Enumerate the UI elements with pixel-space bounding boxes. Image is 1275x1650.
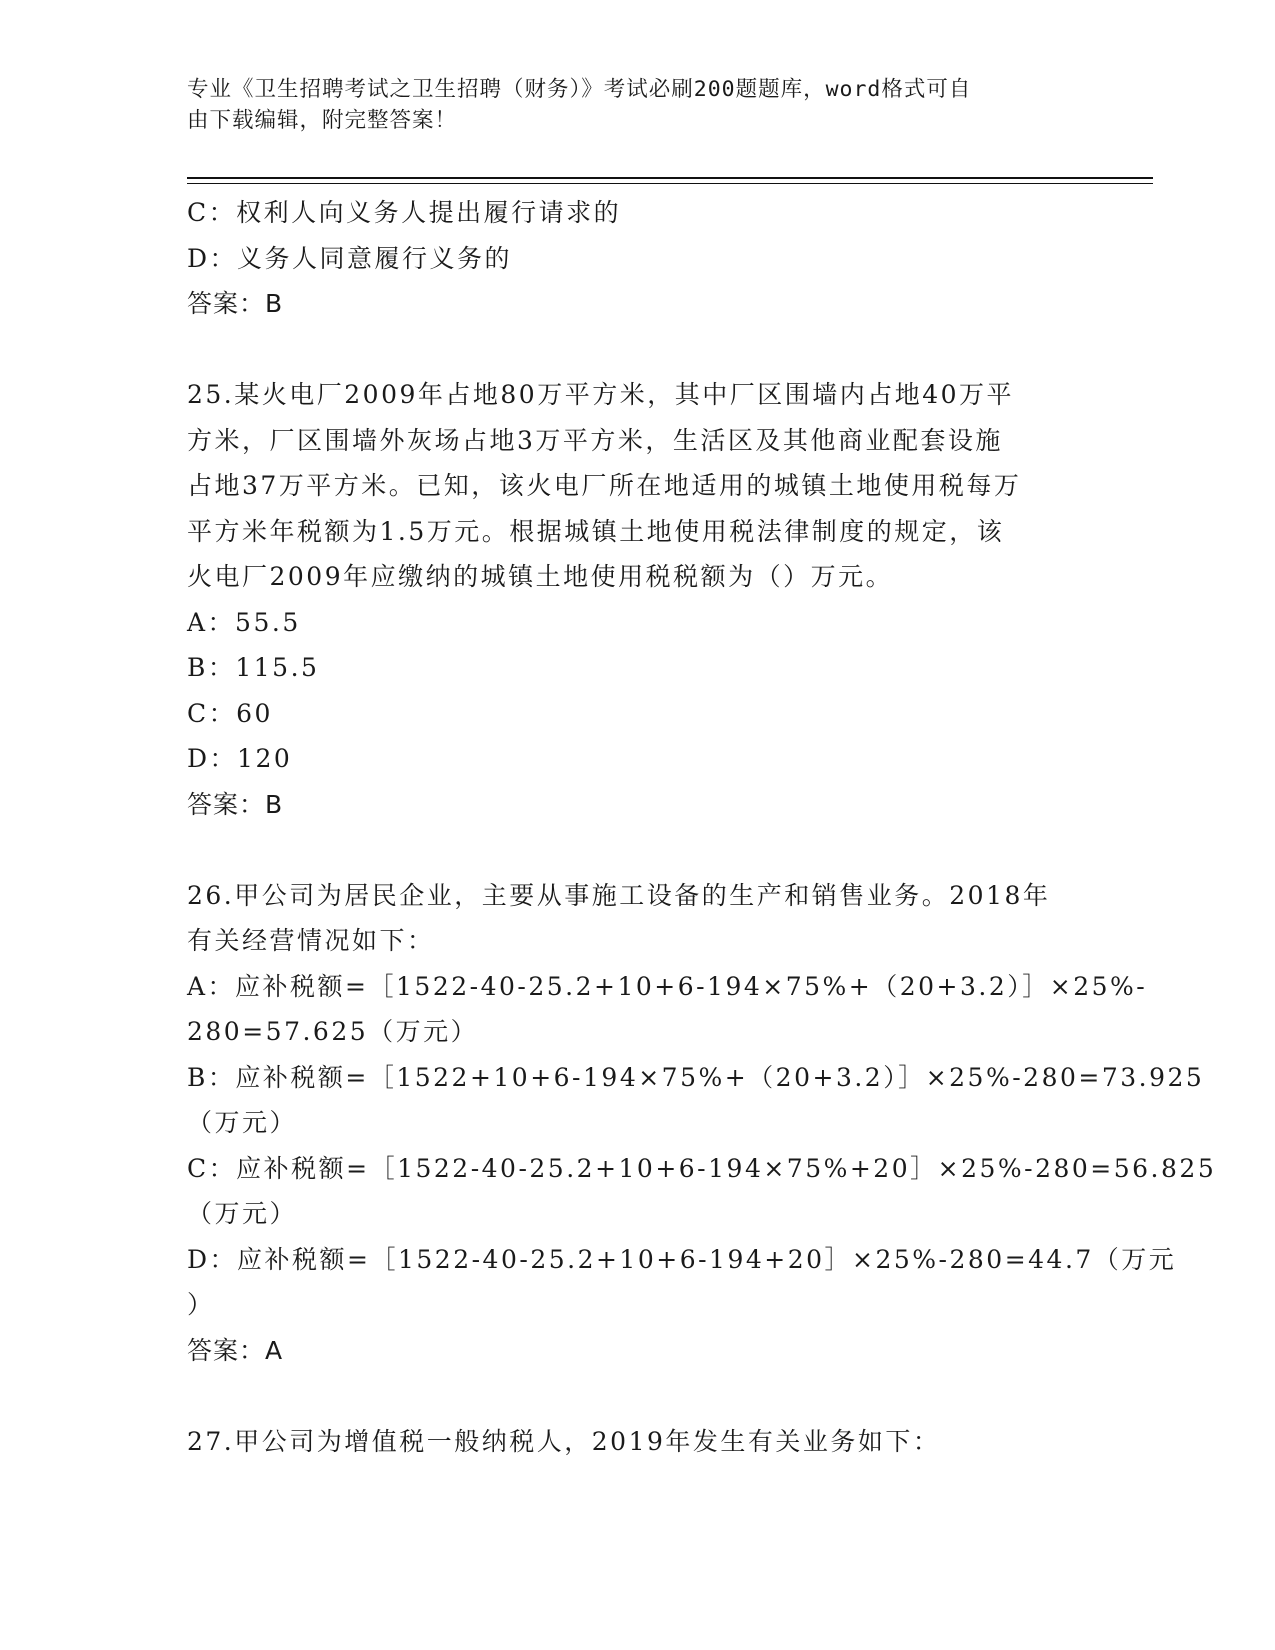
option-d: D：义务人同意履行义务的 xyxy=(187,243,513,273)
header-line: 专业《卫生招聘考试之卫生招聘（财务）》考试必刷200题题库，word格式可自 xyxy=(187,77,972,102)
option-c: C：权利人向义务人提出履行请求的 xyxy=(187,198,622,227)
question-26 xyxy=(187,873,1217,1374)
option-a: A：55.5 xyxy=(187,607,301,637)
question-text-line: 26.甲公司为居民企业，主要从事施工设备的生产和销售业务。2018年 xyxy=(187,880,1051,910)
question-text-line: 火电厂2009年应缴纳的城镇土地使用税税额为（）万元。 xyxy=(187,562,894,591)
answer-line: 答案：A xyxy=(187,1335,284,1365)
option-b: B：应补税额=［1522+10+6-194×75%+（20+3.2）］×25%-280=73.925 xyxy=(187,1062,1205,1092)
question-25 xyxy=(187,372,1087,827)
answer-line: 答案：B xyxy=(187,289,284,318)
question-27 xyxy=(187,1419,1087,1465)
header-rule-thin xyxy=(187,183,1153,184)
option-a: A：应补税额=［1522-40-25.2+10+6-194×75%+（20+3.2）］×25%- xyxy=(187,971,1148,1001)
option-d: D：120 xyxy=(187,744,293,773)
option-c: C：应补税额=［1522-40-25.2+10+6-194×75%+20］×25%-280=56.825 xyxy=(187,1153,1217,1183)
option-d-continued: ） xyxy=(187,1290,215,1319)
header-rule-thick xyxy=(187,177,1153,179)
option-b: B：115.5 xyxy=(187,653,320,682)
question-text-line: 占地37万平方米。已知，该火电厂所在地适用的城镇土地使用税每万 xyxy=(187,471,1022,500)
option-c-continued: （万元） xyxy=(187,1199,298,1228)
option-a-continued: 280=57.625（万元） xyxy=(187,1017,479,1046)
spacer xyxy=(187,327,1087,373)
spacer xyxy=(187,1373,1087,1419)
option-b-continued: （万元） xyxy=(187,1108,298,1137)
page-header xyxy=(187,74,1067,136)
option-c: C：60 xyxy=(187,698,273,728)
question-text-line: 方米，厂区围墙外灰场占地3万平方米，生活区及其他商业配套设施 xyxy=(187,425,1003,455)
option-d: D：应补税额=［1522-40-25.2+10+6-194+20］×25%-280=44.7（万元 xyxy=(187,1244,1177,1274)
question-content xyxy=(187,190,1217,1464)
question-text-line: 27.甲公司为增值税一般纳税人，2019年发生有关业务如下： xyxy=(187,1426,941,1456)
spacer xyxy=(187,827,1087,873)
question-text-line: 25.某火电厂2009年占地80万平方米，其中厂区围墙内占地40万平 xyxy=(187,380,1015,409)
question-text-line: 平方米年税额为1.5万元。根据城镇土地使用税法律制度的规定，该 xyxy=(187,516,1005,546)
question-text-line: 有关经营情况如下： xyxy=(187,926,435,955)
header-line: 由下载编辑，附完整答案！ xyxy=(187,108,458,133)
answer-line: 答案：B xyxy=(187,789,284,819)
